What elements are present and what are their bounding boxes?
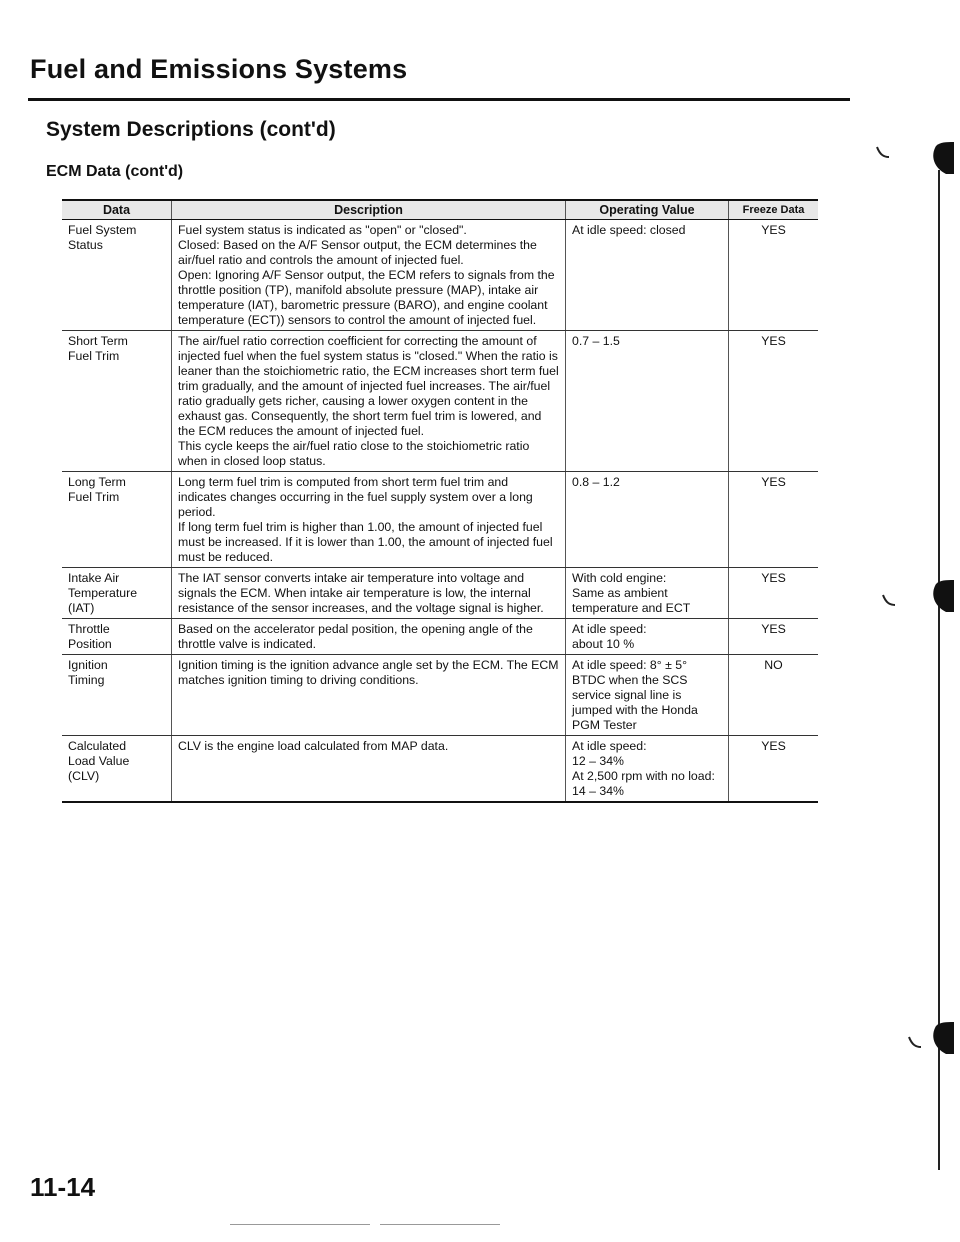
description-cell: The air/fuel ratio correction coefficient for correcting the amount of injected fuel when the fuel system status is "closed." When the ratio is leaner than the stoichiometric ratio, the ECM increases short term fuel trim gradually, and the amount of injected fuel increases. The air/fuel ratio gradually gets richer, causing a lower oxygen content in the exhaust gas. Consequently, the short term fuel trim is lowered, and the ECM reduces the amount of injected fuel. This cycle keeps the air/fuel ratio close to the stoichiometric ratio when in closed loop status. — [172, 331, 566, 472]
title-rule — [28, 98, 850, 101]
operating-value-cell: At idle speed: closed — [566, 220, 729, 331]
data-cell: Long Term Fuel Trim — [62, 472, 172, 568]
description-cell: Based on the accelerator pedal position, the opening angle of the throttle valve is indicated. — [172, 619, 566, 655]
corner-mark-icon — [882, 594, 896, 606]
description-cell: Long term fuel trim is computed from short term fuel trim and indicates changes occurring in the fuel supply system over a long period. If long term fuel trim is higher than 1.00, the amount of injected fuel must be increased. If it is lower than 1.00, the amount of injected fuel must be reduced. — [172, 472, 566, 568]
table-row — [62, 331, 818, 472]
operating-value-cell: With cold engine: Same as ambient temperature and ECT — [566, 568, 729, 619]
freeze-data-cell: YES — [729, 331, 819, 472]
page-title: Fuel and Emissions Systems — [30, 54, 408, 84]
freeze-data-cell: YES — [729, 619, 819, 655]
corner-mark-icon — [908, 1036, 922, 1048]
column-header-description: Description — [172, 200, 566, 220]
data-cell: Intake Air Temperature (IAT) — [62, 568, 172, 619]
table-header-row — [62, 200, 818, 220]
operating-value-cell: 0.8 – 1.2 — [566, 472, 729, 568]
tab-marker-icon — [924, 142, 954, 174]
page-number: 11-14 — [30, 1172, 96, 1202]
freeze-data-cell: YES — [729, 220, 819, 331]
section-title: System Descriptions (cont'd) — [46, 118, 336, 141]
freeze-data-cell: YES — [729, 472, 819, 568]
freeze-data-cell: YES — [729, 568, 819, 619]
column-header-operating-value: Operating Value — [566, 200, 729, 220]
footer-line — [230, 1224, 370, 1225]
subsection-title: ECM Data (cont'd) — [46, 163, 184, 180]
data-cell: Ignition Timing — [62, 655, 172, 736]
operating-value-cell: At idle speed: 8° ± 5° BTDC when the SCS service signal line is jumped with the Honda PGM Tester — [566, 655, 729, 736]
table-row — [62, 619, 818, 655]
description-cell: CLV is the engine load calculated from MAP data. — [172, 736, 566, 803]
tab-marker-icon — [924, 580, 954, 612]
table-row — [62, 655, 818, 736]
data-cell: Throttle Position — [62, 619, 172, 655]
operating-value-cell: At idle speed: about 10 % — [566, 619, 729, 655]
description-cell: The IAT sensor converts intake air temperature into voltage and signals the ECM. When intake air temperature is low, the internal resistance of the sensor increases, and the voltage signal is higher. — [172, 568, 566, 619]
table-row — [62, 220, 818, 331]
data-cell: Short Term Fuel Trim — [62, 331, 172, 472]
table-row — [62, 568, 818, 619]
table-row — [62, 736, 818, 803]
ecm-data-table — [62, 199, 818, 803]
corner-mark-icon — [876, 146, 890, 158]
data-cell: Fuel System Status — [62, 220, 172, 331]
operating-value-cell: 0.7 – 1.5 — [566, 331, 729, 472]
freeze-data-cell: YES — [729, 736, 819, 803]
freeze-data-cell: NO — [729, 655, 819, 736]
data-cell: Calculated Load Value (CLV) — [62, 736, 172, 803]
description-cell: Ignition timing is the ignition advance angle set by the ECM. The ECM matches ignition timing to driving conditions. — [172, 655, 566, 736]
tab-marker-icon — [924, 1022, 954, 1054]
table-row — [62, 472, 818, 568]
footer-line — [380, 1224, 500, 1225]
column-header-freeze-data: Freeze Data — [729, 200, 819, 220]
right-margin-rule — [938, 170, 940, 1170]
description-cell: Fuel system status is indicated as "open" or "closed". Closed: Based on the A/F Sensor output, the ECM determines the air/fuel ratio and controls the amount of injected fuel. Open: Ignoring A/F Sensor output, the ECM refers to signals from the throttle position (TP), manifold absolute pressure (MAP), intake air temperature (IAT), barometric pressure (BARO), and engine coolant temperature (ECT)) sensors to control the amount of injected fuel. — [172, 220, 566, 331]
column-header-data: Data — [62, 200, 172, 220]
operating-value-cell: At idle speed: 12 – 34% At 2,500 rpm with no load: 14 – 34% — [566, 736, 729, 803]
